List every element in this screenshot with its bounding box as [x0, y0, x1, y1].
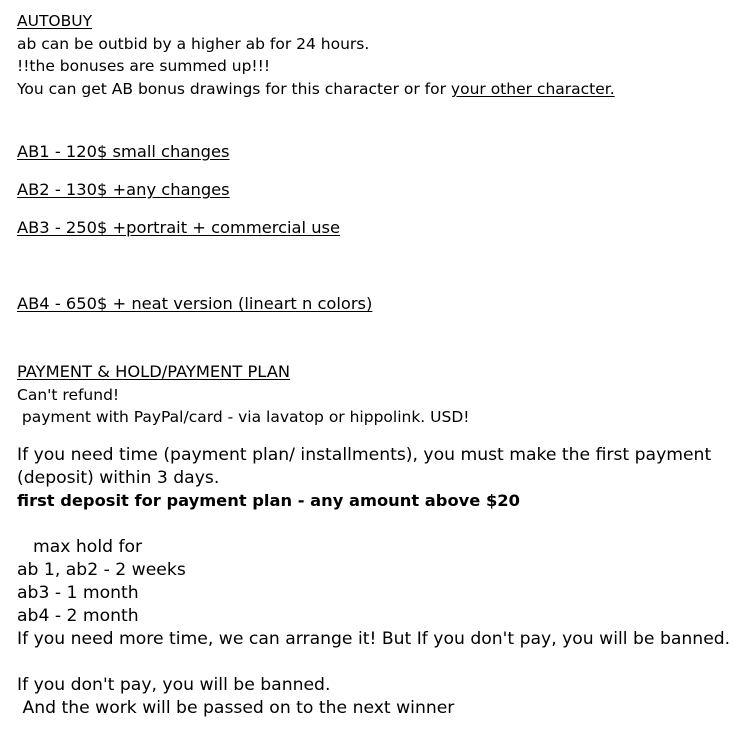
- other-character-link[interactable]: your other character.: [450, 80, 615, 98]
- payment-plan-line-1: If you need time (payment plan/ installments), you must make the first payment: [17, 445, 712, 465]
- payment-methods-note: payment with PayPal/card - via lavatop or hippolink. USD!: [17, 408, 470, 426]
- deposit-rule: first deposit for payment plan - any amount above $20: [17, 491, 520, 510]
- autobuy-heading: AUTOBUY: [17, 12, 93, 30]
- hold-item-ab3: ab3 - 1 month: [17, 583, 139, 603]
- bonus-drawings-text: You can get AB bonus drawings for this character or for: [17, 80, 451, 98]
- bonus-note: !!the bonuses are summed up!!!: [17, 57, 271, 75]
- no-refund-note: Can't refund!: [17, 386, 120, 404]
- passed-note: And the work will be passed on to the next winner: [17, 698, 455, 718]
- payment-plan-line-2: (deposit) within 3 days.: [17, 468, 220, 488]
- hold-item-ab1-ab2: ab 1, ab2 - 2 weeks: [17, 560, 186, 580]
- bonus-drawings-note: [17, 82, 615, 98]
- hold-title: max hold for: [33, 537, 143, 557]
- tier-ab3: AB3 - 250$ +portrait + commercial use: [17, 218, 341, 237]
- ban-note: If you don't pay, you will be banned.: [17, 675, 331, 695]
- payment-heading: PAYMENT & HOLD/PAYMENT PLAN: [17, 362, 291, 381]
- arrange-note: If you need more time, we can arrange it! But If you don't pay, you will be banned.: [17, 629, 731, 649]
- outbid-note: ab can be outbid by a higher ab for 24 hours.: [17, 35, 370, 53]
- tier-ab2: AB2 - 130$ +any changes: [17, 180, 230, 199]
- hold-item-ab4: ab4 - 2 month: [17, 606, 139, 626]
- tier-ab4: AB4 - 650$ + neat version (lineart n colors): [17, 294, 373, 313]
- tier-ab1: AB1 - 120$ small changes: [17, 142, 230, 161]
